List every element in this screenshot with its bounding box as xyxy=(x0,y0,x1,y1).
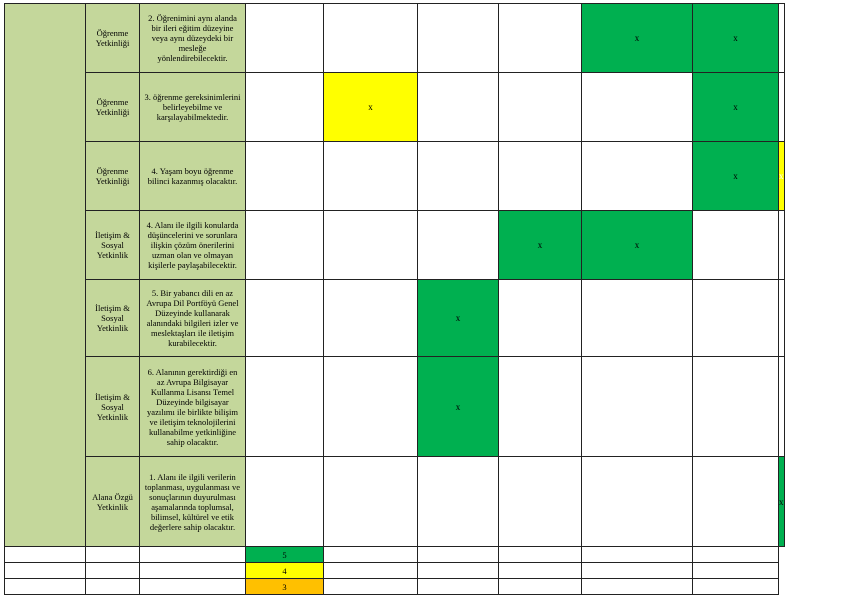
contribution-mark: x xyxy=(733,102,738,112)
contribution-cell xyxy=(499,357,582,457)
contribution-cell xyxy=(499,4,582,73)
matrix-row xyxy=(5,211,785,280)
empty-cell xyxy=(5,563,86,579)
empty-cell xyxy=(5,579,86,595)
contribution-mark: x xyxy=(634,33,640,43)
contribution-cell xyxy=(779,457,785,547)
learning-outcome-cell: 4. Yaşam boyu öğrenme bilinci kazanmış olacaktır. xyxy=(140,142,246,211)
legend-swatch-cell: 4 xyxy=(246,563,324,579)
contribution-cell xyxy=(246,211,324,280)
outcome-matrix-table xyxy=(4,3,785,595)
legend-row xyxy=(5,579,785,595)
empty-cell xyxy=(140,563,246,579)
contribution-cell xyxy=(779,142,785,211)
side-band-cell xyxy=(5,4,86,547)
contribution-cell xyxy=(779,211,785,280)
empty-cell xyxy=(418,547,499,563)
legend-swatch-cell: 5 xyxy=(246,547,324,563)
contribution-cell xyxy=(246,73,324,142)
contribution-cell xyxy=(582,357,693,457)
competency-category-cell: Öğrenme Yetkinliği xyxy=(86,73,140,142)
empty-cell xyxy=(324,563,418,579)
competency-category-cell: Öğrenme Yetkinliği xyxy=(86,4,140,73)
contribution-cell xyxy=(324,457,418,547)
matrix-row xyxy=(5,357,785,457)
empty-cell xyxy=(140,579,246,595)
contribution-cell xyxy=(324,211,418,280)
contribution-mark: x xyxy=(368,102,373,112)
learning-outcome-cell: 3. öğrenme gereksinimlerini belirleyebilme ve karşılayabilmektedir. xyxy=(140,73,246,142)
matrix-row xyxy=(5,4,785,73)
legend-row xyxy=(5,563,785,579)
contribution-cell xyxy=(499,73,582,142)
contribution-cell xyxy=(246,142,324,211)
empty-cell xyxy=(5,547,86,563)
contribution-cell xyxy=(499,211,582,280)
contribution-cell xyxy=(324,73,418,142)
learning-outcome-cell: 6. Alanının gerektirdiği en az Avrupa Bilgisayar Kullanma Lisansı Temel Düzeyinde bilgisayar yazılımı ile birlikte bilişim ve iletişim teknolojilerini kullanabilme yetkinliğine sahip olacaktır. xyxy=(140,357,246,457)
matrix-body xyxy=(5,4,785,547)
contribution-cell xyxy=(693,4,779,73)
contribution-cell xyxy=(418,4,499,73)
contribution-cell xyxy=(418,142,499,211)
empty-cell xyxy=(499,579,582,595)
contribution-cell xyxy=(418,73,499,142)
contribution-cell xyxy=(582,73,693,142)
contribution-cell xyxy=(418,357,499,457)
empty-cell xyxy=(418,563,499,579)
contribution-cell xyxy=(582,211,693,280)
contribution-cell xyxy=(693,457,779,547)
contribution-mark: x xyxy=(455,313,461,323)
contribution-cell xyxy=(693,280,779,357)
empty-cell xyxy=(582,563,693,579)
contribution-cell xyxy=(582,4,693,73)
contribution-cell xyxy=(418,211,499,280)
contribution-cell xyxy=(693,73,779,142)
matrix-row xyxy=(5,142,785,211)
competency-category-cell: İletişim & Sosyal Yetkinlik xyxy=(86,211,140,280)
contribution-cell xyxy=(324,280,418,357)
empty-cell xyxy=(693,563,779,579)
contribution-cell xyxy=(693,142,779,211)
contribution-cell xyxy=(324,357,418,457)
contribution-cell xyxy=(779,73,785,142)
empty-cell xyxy=(86,579,140,595)
contribution-cell xyxy=(324,4,418,73)
learning-outcome-cell: 4. Alanı ile ilgili konularda düşüncelerini ve sorunlara ilişkin çözüm önerilerini uzman olan ve olmayan kişilerle paylaşabilecektir. xyxy=(140,211,246,280)
contribution-mark: x xyxy=(634,240,640,250)
contribution-cell xyxy=(246,357,324,457)
empty-cell xyxy=(582,547,693,563)
contribution-mark: x xyxy=(537,240,543,250)
contribution-cell xyxy=(418,280,499,357)
matrix-row xyxy=(5,457,785,547)
legend-body xyxy=(5,547,785,595)
contribution-cell xyxy=(246,457,324,547)
matrix-row xyxy=(5,280,785,357)
contribution-mark: x xyxy=(779,496,784,507)
empty-cell xyxy=(499,547,582,563)
matrix-row xyxy=(5,73,785,142)
competency-category-cell: İletişim & Sosyal Yetkinlik xyxy=(86,280,140,357)
empty-cell xyxy=(499,563,582,579)
contribution-mark: x xyxy=(779,171,784,181)
empty-cell xyxy=(324,547,418,563)
contribution-cell xyxy=(499,280,582,357)
contribution-mark: x xyxy=(455,401,461,412)
empty-cell xyxy=(582,579,693,595)
contribution-cell xyxy=(418,457,499,547)
empty-cell xyxy=(140,547,246,563)
competency-category-cell: İletişim & Sosyal Yetkinlik xyxy=(86,357,140,457)
empty-cell xyxy=(693,547,779,563)
contribution-cell xyxy=(582,457,693,547)
contribution-cell xyxy=(693,211,779,280)
contribution-cell xyxy=(582,142,693,211)
empty-cell xyxy=(418,579,499,595)
contribution-mark: x xyxy=(733,171,738,181)
empty-cell xyxy=(693,579,779,595)
empty-cell xyxy=(86,547,140,563)
contribution-cell xyxy=(246,280,324,357)
legend-swatch-cell: 3 xyxy=(246,579,324,595)
contribution-cell xyxy=(779,4,785,73)
contribution-cell xyxy=(779,280,785,357)
empty-cell xyxy=(86,563,140,579)
contribution-cell xyxy=(499,142,582,211)
competency-category-cell: Alana Özgü Yetkinlik xyxy=(86,457,140,547)
contribution-cell xyxy=(779,357,785,457)
contribution-cell xyxy=(246,4,324,73)
legend-row xyxy=(5,547,785,563)
contribution-cell xyxy=(324,142,418,211)
contribution-mark: x xyxy=(733,33,738,43)
empty-cell xyxy=(324,579,418,595)
learning-outcome-cell: 1. Alanı ile ilgili verilerin toplanması, uygulanması ve sonuçlarının duyurulması aşamalarında toplumsal, bilimsel, kültürel ve etik değerlere sahip olacaktır. xyxy=(140,457,246,547)
contribution-cell xyxy=(499,457,582,547)
contribution-cell xyxy=(582,280,693,357)
learning-outcome-cell: 5. Bir yabancı dili en az Avrupa Dil Portföyü Genel Düzeyinde kullanarak alanındaki bilgileri izler ve meslektaşları ile iletişim kurabilecektir. xyxy=(140,280,246,357)
learning-outcome-cell: 2. Öğrenimini aynı alanda bir ileri eğitim düzeyine veya aynı düzeydeki bir mesleğe yönlendirebilecektir. xyxy=(140,4,246,73)
contribution-cell xyxy=(693,357,779,457)
competency-category-cell: Öğrenme Yetkinliği xyxy=(86,142,140,211)
